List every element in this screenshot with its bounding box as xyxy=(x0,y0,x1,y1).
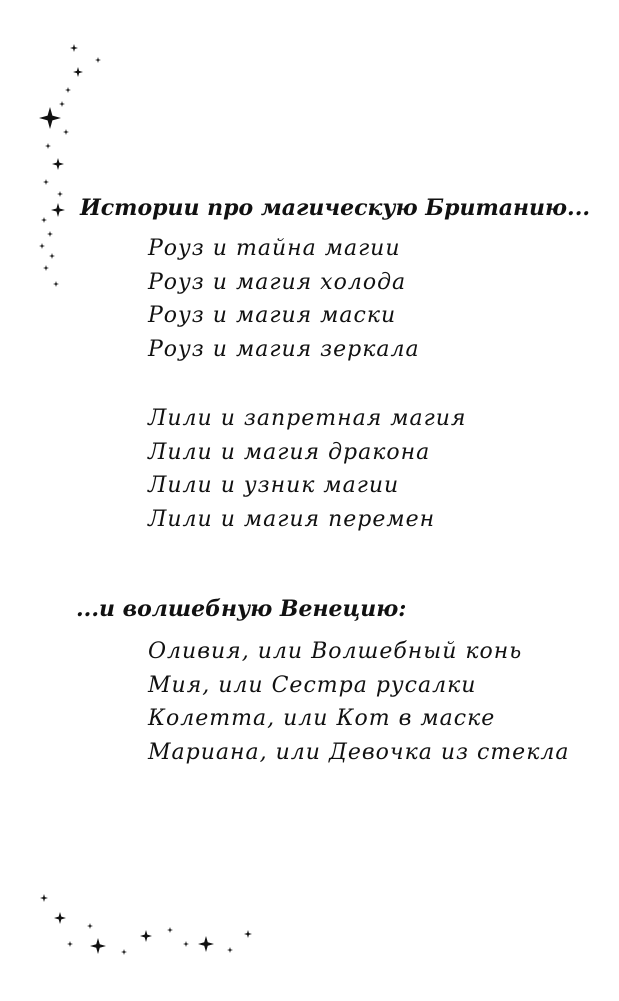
star-icon xyxy=(41,217,47,223)
star-icon xyxy=(67,941,73,947)
lily-books-list xyxy=(148,402,466,536)
star-icon xyxy=(43,265,49,271)
list-item: Роуз и магия зеркала xyxy=(148,336,420,362)
star-icon xyxy=(65,87,71,93)
star-icon xyxy=(73,67,83,77)
star-icon xyxy=(244,930,252,938)
star-icon xyxy=(53,281,59,287)
star-decoration-bottom xyxy=(40,894,252,955)
star-icon xyxy=(70,44,78,52)
star-icon xyxy=(63,129,69,135)
star-icon xyxy=(52,158,64,170)
star-icon xyxy=(40,894,48,902)
list-item: Роуз и тайна магии xyxy=(148,236,401,261)
star-icon xyxy=(95,57,101,63)
list-item: Лили и магия перемен xyxy=(148,506,436,532)
list-item: Роуз и магия холода xyxy=(148,269,407,295)
star-icon xyxy=(140,930,152,942)
star-icon xyxy=(39,243,45,249)
star-icon xyxy=(49,253,55,259)
star-icon xyxy=(59,101,65,107)
star-icon xyxy=(183,941,189,947)
rose-books-list xyxy=(148,232,420,366)
list-item: Мия, или Сестра русалки xyxy=(148,672,477,698)
list-item: Колетта, или Кот в маске xyxy=(148,706,496,732)
star-icon xyxy=(57,191,63,197)
britain-series-heading: Истории про магическую Британию... xyxy=(80,195,591,221)
list-item: Оливия, или Волшебный конь xyxy=(148,639,523,664)
list-item: Лили и запретная магия xyxy=(148,406,467,431)
star-icon xyxy=(45,143,51,149)
list-item: Лили и магия дракона xyxy=(148,439,431,465)
star-icon xyxy=(47,231,53,237)
venice-series-heading: ...и волшебную Венецию: xyxy=(76,596,407,622)
list-item: Роуз и магия маски xyxy=(148,303,397,329)
list-item: Лили и узник магии xyxy=(148,473,400,499)
star-icon xyxy=(167,927,173,933)
star-icon xyxy=(87,923,93,929)
venice-books-list xyxy=(148,635,569,769)
star-icon xyxy=(54,912,66,924)
star-icon xyxy=(90,938,106,954)
star-icon xyxy=(198,936,214,952)
list-item: Мариана, или Девочка из стекла xyxy=(148,739,570,765)
star-icon xyxy=(43,179,49,185)
star-icon xyxy=(39,107,61,129)
star-icon xyxy=(121,949,127,955)
star-icon xyxy=(227,947,233,953)
star-icon xyxy=(51,203,65,217)
